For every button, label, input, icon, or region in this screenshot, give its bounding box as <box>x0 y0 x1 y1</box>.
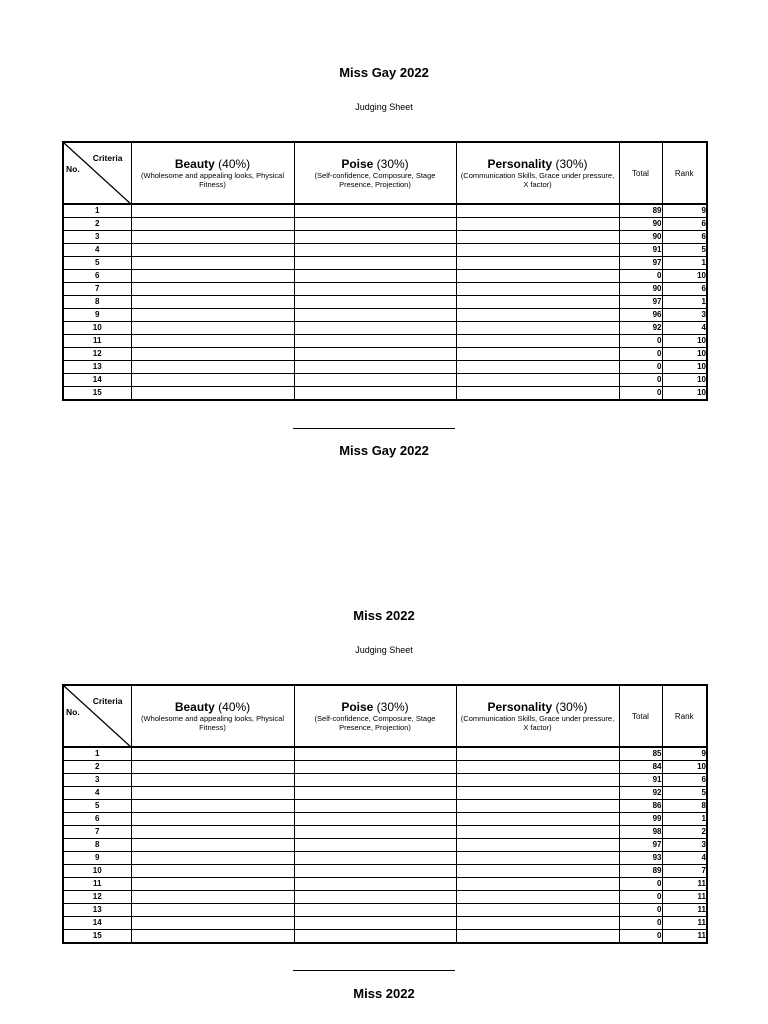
personality-score-cell <box>456 800 619 813</box>
personality-score-cell <box>456 917 619 930</box>
total-cell: 96 <box>619 309 662 322</box>
contestant-number-cell: 11 <box>63 335 131 348</box>
total-cell: 97 <box>619 839 662 852</box>
table-row <box>63 930 707 944</box>
contestant-number-cell: 12 <box>63 348 131 361</box>
poise-score-cell <box>294 387 456 401</box>
personality-score-cell <box>456 335 619 348</box>
poise-score-cell <box>294 904 456 917</box>
table-row <box>63 270 707 283</box>
contestant-number-cell: 13 <box>63 904 131 917</box>
contestant-number-cell: 7 <box>63 826 131 839</box>
criteria-label: Criteria <box>92 696 123 706</box>
contestant-number-cell: 14 <box>63 374 131 387</box>
table-row <box>63 917 707 930</box>
beauty-description: (Wholesome and appealing looks, Physical Fitness) <box>141 714 284 732</box>
table-row <box>63 839 707 852</box>
personality-score-cell <box>456 813 619 826</box>
personality-score-cell <box>456 761 619 774</box>
total-cell: 0 <box>619 361 662 374</box>
personality-score-cell <box>456 309 619 322</box>
table-row <box>63 283 707 296</box>
beauty-score-cell <box>131 852 294 865</box>
table-row <box>63 878 707 891</box>
table-row <box>63 361 707 374</box>
total-cell: 92 <box>619 322 662 335</box>
poise-score-cell <box>294 296 456 309</box>
beauty-score-cell <box>131 374 294 387</box>
rank-cell: 5 <box>662 244 707 257</box>
beauty-score-cell <box>131 309 294 322</box>
contestant-number-cell: 6 <box>63 813 131 826</box>
personality-score-cell <box>456 774 619 787</box>
rank-cell: 10 <box>662 335 707 348</box>
personality-score-cell <box>456 218 619 231</box>
total-cell: 90 <box>619 283 662 296</box>
beauty-score-cell <box>131 930 294 944</box>
total-cell: 91 <box>619 244 662 257</box>
rank-cell: 5 <box>662 787 707 800</box>
beauty-score-cell <box>131 322 294 335</box>
table-row <box>63 296 707 309</box>
personality-score-cell <box>456 374 619 387</box>
total-cell: 91 <box>619 774 662 787</box>
criteria-no-corner-cell <box>63 685 131 747</box>
total-cell: 92 <box>619 787 662 800</box>
contestant-number-cell: 1 <box>63 204 131 218</box>
poise-score-cell <box>294 270 456 283</box>
contestant-number-cell: 13 <box>63 361 131 374</box>
rank-cell: 11 <box>662 930 707 944</box>
contestant-number-cell: 11 <box>63 878 131 891</box>
total-cell: 0 <box>619 917 662 930</box>
beauty-score-cell <box>131 387 294 401</box>
table-row <box>63 852 707 865</box>
contestant-number-cell: 9 <box>63 309 131 322</box>
poise-score-cell <box>294 917 456 930</box>
beauty-score-cell <box>131 878 294 891</box>
table-row <box>63 218 707 231</box>
contestant-number-cell: 10 <box>63 865 131 878</box>
poise-score-cell <box>294 309 456 322</box>
table-row <box>63 904 707 917</box>
personality-score-cell <box>456 865 619 878</box>
beauty-score-cell <box>131 891 294 904</box>
beauty-score-cell <box>131 348 294 361</box>
contestant-number-cell: 12 <box>63 891 131 904</box>
total-cell: 97 <box>619 296 662 309</box>
beauty-header <box>131 685 294 747</box>
poise-score-cell <box>294 335 456 348</box>
rank-cell: 11 <box>662 891 707 904</box>
table-row <box>63 374 707 387</box>
poise-score-cell <box>294 747 456 761</box>
rank-cell: 10 <box>662 761 707 774</box>
total-cell: 0 <box>619 270 662 283</box>
table-row <box>63 231 707 244</box>
poise-score-cell <box>294 322 456 335</box>
beauty-description: (Wholesome and appealing looks, Physical Fitness) <box>141 171 284 189</box>
contestant-number-cell: 10 <box>63 322 131 335</box>
personality-header <box>456 685 619 747</box>
personality-label: Personality <box>487 157 553 171</box>
table-row <box>63 865 707 878</box>
table-row <box>63 309 707 322</box>
total-cell: 0 <box>619 878 662 891</box>
contestant-number-cell: 3 <box>63 231 131 244</box>
total-header: Total <box>619 685 662 747</box>
beauty-score-cell <box>131 283 294 296</box>
poise-score-cell <box>294 826 456 839</box>
sheet-2-subtitle: Judging Sheet <box>355 645 413 655</box>
personality-percent: (30%) <box>555 157 588 171</box>
contestant-number-cell: 4 <box>63 244 131 257</box>
contestant-number-cell: 6 <box>63 270 131 283</box>
poise-score-cell <box>294 839 456 852</box>
rank-cell: 3 <box>662 309 707 322</box>
beauty-score-cell <box>131 865 294 878</box>
beauty-score-cell <box>131 904 294 917</box>
contestant-number-cell: 2 <box>63 761 131 774</box>
total-cell: 90 <box>619 231 662 244</box>
poise-score-cell <box>294 257 456 270</box>
poise-score-cell <box>294 231 456 244</box>
poise-score-cell <box>294 800 456 813</box>
contestant-number-cell: 8 <box>63 839 131 852</box>
table-row <box>63 257 707 270</box>
poise-score-cell <box>294 374 456 387</box>
beauty-score-cell <box>131 826 294 839</box>
table-row <box>63 891 707 904</box>
contestant-number-cell: 8 <box>63 296 131 309</box>
poise-label: Poise <box>341 700 374 714</box>
rank-cell: 7 <box>662 865 707 878</box>
table-row <box>63 813 707 826</box>
rank-cell: 11 <box>662 917 707 930</box>
sheet-1-title: Miss Gay 2022 <box>339 65 429 80</box>
personality-score-cell <box>456 204 619 218</box>
table-row <box>63 335 707 348</box>
poise-header <box>294 685 456 747</box>
table-row <box>63 761 707 774</box>
poise-score-cell <box>294 878 456 891</box>
personality-score-cell <box>456 348 619 361</box>
table-row <box>63 774 707 787</box>
total-cell: 0 <box>619 891 662 904</box>
poise-score-cell <box>294 930 456 944</box>
sheet-1-table <box>62 141 708 401</box>
no-label: No. <box>66 707 80 717</box>
contestant-number-cell: 15 <box>63 387 131 401</box>
rank-cell: 11 <box>662 878 707 891</box>
personality-score-cell <box>456 747 619 761</box>
poise-score-cell <box>294 361 456 374</box>
table-row <box>63 787 707 800</box>
beauty-score-cell <box>131 361 294 374</box>
total-cell: 93 <box>619 852 662 865</box>
personality-score-cell <box>456 387 619 401</box>
contestant-number-cell: 5 <box>63 257 131 270</box>
rank-cell: 6 <box>662 774 707 787</box>
personality-score-cell <box>456 839 619 852</box>
personality-score-cell <box>456 826 619 839</box>
beauty-score-cell <box>131 270 294 283</box>
total-header: Total <box>619 142 662 204</box>
sheet-2-rows <box>63 747 707 943</box>
contestant-number-cell: 15 <box>63 930 131 944</box>
beauty-score-cell <box>131 813 294 826</box>
table-row <box>63 244 707 257</box>
contestant-number-cell: 2 <box>63 218 131 231</box>
rank-cell: 4 <box>662 852 707 865</box>
rank-cell: 6 <box>662 231 707 244</box>
personality-score-cell <box>456 296 619 309</box>
beauty-percent: (40%) <box>218 157 251 171</box>
contestant-number-cell: 14 <box>63 917 131 930</box>
contestant-number-cell: 1 <box>63 747 131 761</box>
beauty-score-cell <box>131 839 294 852</box>
rank-cell: 8 <box>662 800 707 813</box>
personality-score-cell <box>456 270 619 283</box>
rank-cell: 10 <box>662 270 707 283</box>
total-cell: 89 <box>619 204 662 218</box>
rank-cell: 1 <box>662 257 707 270</box>
personality-score-cell <box>456 231 619 244</box>
poise-percent: (30%) <box>376 700 409 714</box>
beauty-label: Beauty <box>174 157 215 171</box>
poise-score-cell <box>294 787 456 800</box>
beauty-score-cell <box>131 296 294 309</box>
rank-cell: 3 <box>662 839 707 852</box>
poise-score-cell <box>294 774 456 787</box>
beauty-label: Beauty <box>174 700 215 714</box>
no-label: No. <box>66 164 80 174</box>
poise-header <box>294 142 456 204</box>
total-cell: 0 <box>619 930 662 944</box>
criteria-label: Criteria <box>92 153 123 163</box>
personality-percent: (30%) <box>555 700 588 714</box>
beauty-header <box>131 142 294 204</box>
poise-score-cell <box>294 761 456 774</box>
beauty-score-cell <box>131 747 294 761</box>
beauty-score-cell <box>131 218 294 231</box>
sheet-2-title: Miss 2022 <box>353 608 415 623</box>
poise-percent: (30%) <box>376 157 409 171</box>
total-cell: 98 <box>619 826 662 839</box>
sheet-2-signature-label: Miss 2022 <box>353 986 415 1001</box>
total-cell: 99 <box>619 813 662 826</box>
poise-score-cell <box>294 244 456 257</box>
beauty-score-cell <box>131 231 294 244</box>
poise-score-cell <box>294 813 456 826</box>
contestant-number-cell: 5 <box>63 800 131 813</box>
beauty-score-cell <box>131 787 294 800</box>
total-cell: 89 <box>619 865 662 878</box>
rank-cell: 10 <box>662 348 707 361</box>
rank-cell: 1 <box>662 813 707 826</box>
personality-label: Personality <box>487 700 553 714</box>
personality-score-cell <box>456 361 619 374</box>
table-row <box>63 747 707 761</box>
rank-cell: 6 <box>662 218 707 231</box>
personality-description: (Communication Skills, Grace under pressure, X factor) <box>460 714 615 732</box>
total-cell: 0 <box>619 335 662 348</box>
personality-score-cell <box>456 244 619 257</box>
total-cell: 0 <box>619 374 662 387</box>
table-row <box>63 322 707 335</box>
poise-score-cell <box>294 891 456 904</box>
table-row <box>63 387 707 401</box>
table-row <box>63 204 707 218</box>
personality-score-cell <box>456 891 619 904</box>
contestant-number-cell: 7 <box>63 283 131 296</box>
total-cell: 0 <box>619 904 662 917</box>
beauty-score-cell <box>131 774 294 787</box>
poise-score-cell <box>294 865 456 878</box>
poise-label: Poise <box>341 157 374 171</box>
total-cell: 85 <box>619 747 662 761</box>
beauty-score-cell <box>131 800 294 813</box>
personality-description: (Communication Skills, Grace under pressure, X factor) <box>460 171 615 189</box>
poise-score-cell <box>294 218 456 231</box>
personality-score-cell <box>456 283 619 296</box>
rank-cell: 10 <box>662 374 707 387</box>
beauty-score-cell <box>131 257 294 270</box>
beauty-percent: (40%) <box>218 700 251 714</box>
sheet-1-subtitle: Judging Sheet <box>355 102 413 112</box>
personality-score-cell <box>456 930 619 944</box>
personality-score-cell <box>456 852 619 865</box>
rank-cell: 10 <box>662 361 707 374</box>
poise-score-cell <box>294 204 456 218</box>
personality-header <box>456 142 619 204</box>
total-cell: 90 <box>619 218 662 231</box>
personality-score-cell <box>456 257 619 270</box>
sheet-1-rows <box>63 204 707 400</box>
total-cell: 0 <box>619 348 662 361</box>
rank-cell: 2 <box>662 826 707 839</box>
rank-cell: 4 <box>662 322 707 335</box>
rank-cell: 11 <box>662 904 707 917</box>
rank-cell: 1 <box>662 296 707 309</box>
total-cell: 97 <box>619 257 662 270</box>
sheet-2-signature-line <box>293 970 455 971</box>
poise-score-cell <box>294 852 456 865</box>
contestant-number-cell: 3 <box>63 774 131 787</box>
beauty-score-cell <box>131 204 294 218</box>
total-cell: 86 <box>619 800 662 813</box>
sheet-2-table <box>62 684 708 944</box>
rank-cell: 9 <box>662 204 707 218</box>
rank-header: Rank <box>662 685 707 747</box>
rank-header: Rank <box>662 142 707 204</box>
poise-score-cell <box>294 283 456 296</box>
beauty-score-cell <box>131 244 294 257</box>
sheet-1-signature-label: Miss Gay 2022 <box>339 443 429 458</box>
rank-cell: 6 <box>662 283 707 296</box>
poise-score-cell <box>294 348 456 361</box>
total-cell: 84 <box>619 761 662 774</box>
table-row <box>63 826 707 839</box>
rank-cell: 9 <box>662 747 707 761</box>
table-row <box>63 348 707 361</box>
personality-score-cell <box>456 787 619 800</box>
sheet-1-signature-line <box>293 428 455 429</box>
beauty-score-cell <box>131 761 294 774</box>
beauty-score-cell <box>131 335 294 348</box>
poise-description: (Self-confidence, Composure, Stage Presence, Projection) <box>314 171 436 189</box>
personality-score-cell <box>456 878 619 891</box>
personality-score-cell <box>456 904 619 917</box>
total-cell: 0 <box>619 387 662 401</box>
poise-description: (Self-confidence, Composure, Stage Presence, Projection) <box>314 714 436 732</box>
table-row <box>63 800 707 813</box>
beauty-score-cell <box>131 917 294 930</box>
personality-score-cell <box>456 322 619 335</box>
criteria-no-corner-cell <box>63 142 131 204</box>
contestant-number-cell: 4 <box>63 787 131 800</box>
contestant-number-cell: 9 <box>63 852 131 865</box>
rank-cell: 10 <box>662 387 707 401</box>
